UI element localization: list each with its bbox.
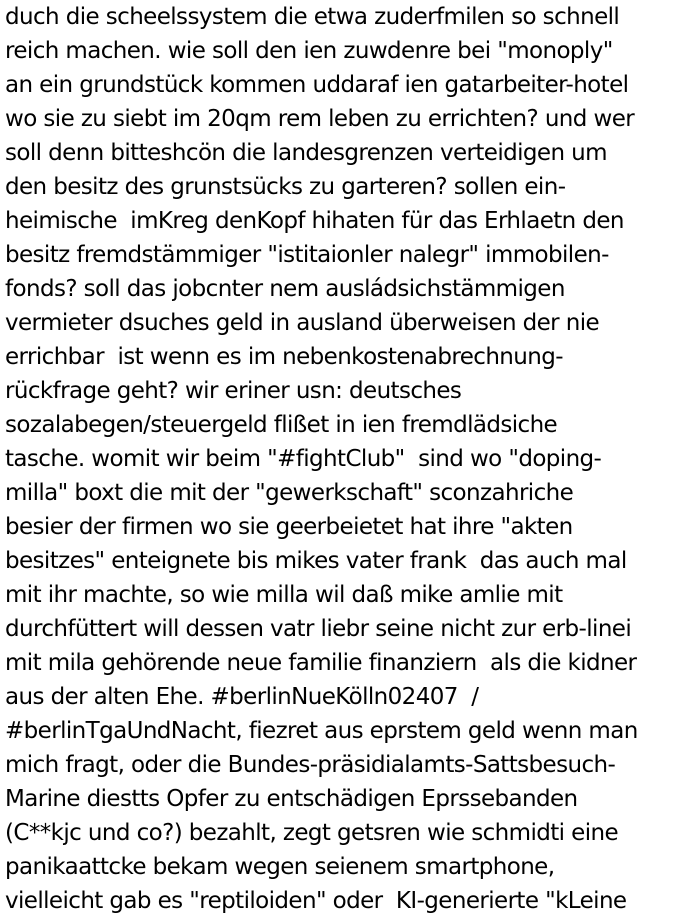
text-line: soll denn bitteshcön die landesgrenzen verteidigen um (5, 140, 607, 166)
text-line: reich machen. wie soll den ien zuwdenre bei "monoply" (5, 38, 613, 64)
text-line: #berlinTgaUndNacht, fiezret aus eprstem geld wenn man (5, 718, 638, 744)
text-line: errichbar ist wenn es im nebenkostenabrechnung- (5, 344, 563, 370)
text-line: mit mila gehörende neue familie finanziern als die kidner (5, 650, 637, 676)
text-line: panikaattcke bekam wegen seienem smartphone, (5, 854, 555, 880)
text-line: sozalabegen/steuergeld flißet in ien fremdlädsiche (5, 412, 558, 438)
text-line: besitz fremdstämmiger "istitaionler nalegr" immobilen- (5, 242, 609, 268)
text-line: duch die scheelssystem die etwa zuderfmilen so schnell (5, 4, 620, 30)
text-line: an ein grundstück kommen uddaraf ien gatarbeiter-hotel (5, 72, 629, 98)
text-line: besier der firmen wo sie geerbeietet hat ihre "akten (5, 514, 573, 540)
text-body (5, 0, 683, 918)
text-line: fonds? soll das jobcnter nem ausládsichstämmigen (5, 276, 565, 302)
text-line: wo sie zu siebt im 20qm rem leben zu errichten? und wer (5, 106, 635, 132)
text-line: milla" boxt die mit der "gewerkschaft" sconzahriche (5, 480, 574, 506)
text-line: (C**kjc und co?) bezahlt, zegt getsren wie schmidti eine (5, 820, 619, 846)
text-line: den besitz des grunstsücks zu garteren? sollen ein- (5, 174, 566, 200)
text-line: rückfrage geht? wir eriner usn: deutsches (5, 378, 462, 404)
text-line: durchfüttert will dessen vatr liebr seine nicht zur erb-linei (5, 616, 632, 642)
text-line: mit ihr machte, so wie milla wil daß mike amlie mit (5, 582, 563, 608)
text-line: aus der alten Ehe. #berlinNueKölln02407 / (5, 684, 479, 710)
text-line: mich fragt, oder die Bundes-präsidialamts-Sattsbesuch- (5, 752, 616, 778)
text-line: heimische imKreg denKopf hihaten für das Erhlaetn den (5, 208, 624, 234)
text-line: Marine diestts Opfer zu entschädigen Eprssebanden (5, 786, 578, 812)
text-line: tasche. womit wir beim "#fightClub" sind wo "doping- (5, 446, 602, 472)
text-line: vielleicht gab es "reptiloiden" oder KI-generierte "kLeine (5, 888, 627, 914)
text-line: vermieter dsuches geld in ausland überweisen der nie (5, 310, 600, 336)
text-line: besitzes" enteignete bis mikes vater frank das auch mal (5, 548, 627, 574)
